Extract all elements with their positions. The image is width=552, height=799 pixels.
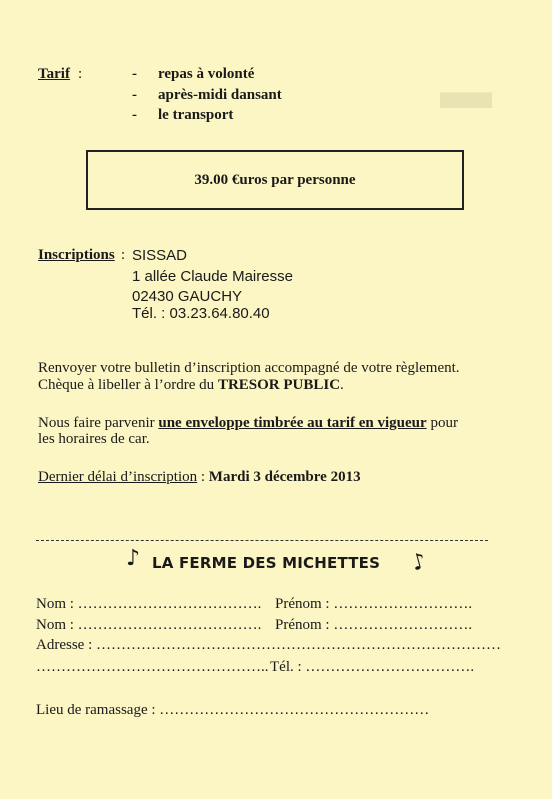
adresse-continuation[interactable]: ………………………………………..	[36, 659, 269, 675]
inscriptions-street: 1 allée Claude Mairesse	[132, 268, 293, 285]
horaires-text: les horaires de car.	[38, 431, 150, 447]
tarif-item: - repas à volonté	[132, 66, 255, 82]
tarif-label-text: Tarif	[38, 66, 70, 82]
renvoyer-text: Renvoyer votre bulletin d’inscription accompagné de votre règlement.	[38, 360, 460, 376]
nom-field-1[interactable]: Nom : ……………………………….	[36, 596, 262, 612]
inscriptions-org: SISSAD	[132, 247, 188, 264]
tarif-item: - après-midi dansant	[132, 87, 282, 103]
tel-field[interactable]: Tél. : …………………………….	[270, 659, 475, 675]
show-through-text: ▬	[440, 63, 492, 120]
prenom-field-2[interactable]: Prénom : ……………………….	[275, 617, 473, 633]
nom-field-2[interactable]: Nom : ……………………………….	[36, 617, 262, 633]
tarif-label	[38, 66, 70, 83]
prenom-field-1[interactable]: Prénom : ……………………….	[275, 596, 473, 612]
cheque-text: Chèque à libeller à l’ordre du TRESOR PUBLIC.	[38, 377, 344, 393]
tresor-public: TRESOR PUBLIC	[217, 377, 341, 393]
lieu-ramassage-field[interactable]: Lieu de ramassage : ………………………………………………	[36, 702, 430, 718]
delai-line: Dernier délai d’inscription : Mardi 3 décembre 2013	[38, 469, 361, 485]
cut-line	[36, 540, 488, 541]
inscriptions-phone: Tél. : 03.23.64.80.40	[132, 305, 270, 322]
tarif-colon: :	[78, 66, 83, 82]
inscriptions-label: Inscriptions	[38, 247, 115, 263]
farm-title: LA FERME DES MICHETTES	[152, 554, 381, 572]
price-box	[86, 150, 464, 210]
music-note-icon: ♪	[409, 548, 430, 577]
adresse-field[interactable]: Adresse : ………………………………………………………………………	[36, 637, 501, 653]
price-text: 39.00 €uros par personne	[194, 171, 356, 188]
inscriptions-colon: :	[121, 247, 126, 263]
delai-value: Mardi 3 décembre 2013	[208, 469, 361, 485]
enveloppe-emphasis: une enveloppe timbrée au tarif en vigueur	[158, 415, 427, 431]
tarif-item: - le transport	[132, 107, 234, 123]
inscriptions-city: 02430 GAUCHY	[132, 288, 243, 305]
music-note-icon: ♪	[126, 546, 141, 571]
enveloppe-text: Nous faire parvenir une enveloppe timbrée au tarif en vigueur pour	[38, 415, 458, 431]
delai-label: Dernier délai d’inscription	[38, 469, 198, 485]
